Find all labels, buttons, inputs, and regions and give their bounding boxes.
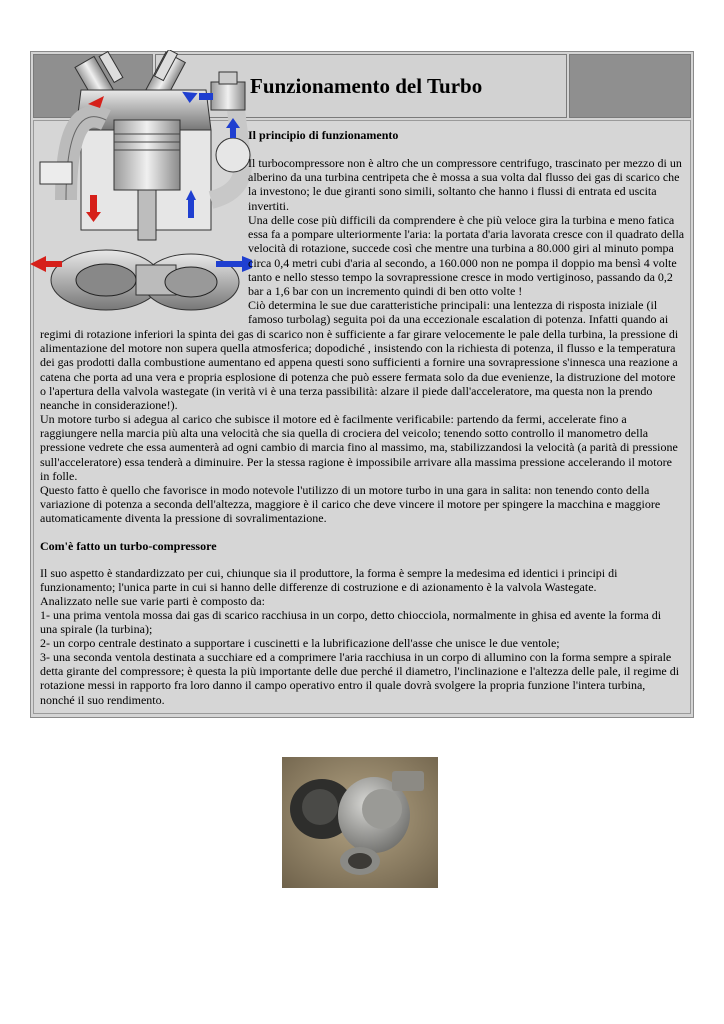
- paragraph-characteristics-rest: regimi di rotazione inferiori la spinta dei gas di scarico non è sufficiente a far girare velocemente le pale della turbina, la pressione di alimentazione del motore non supera quella atmosferica; dopodiché , insistendo con la richiesta di potenza, il flusso e la temperatura dei gas prodotti dalla combustione aumentano ed appena questi sono sufficienti a fornire una sovrapressione s'innesca una reazione a catena che porta ad una vera e propria esplosione di potenza che può essere fermata solo da due evenienze, la distruzione del motore o l'apertura della valvola wastegate (in verità vi è una terza passibilità: alzare il piede dall'acceleratore, ma questa non la prendo neanche in considerazione!).: [40, 327, 679, 413]
- list-item: 1- una prima ventola mossa dai gas di scarico racchiusa in un corpo, detto chiocciola, normalmente in ghisa ed avente la forma di una spirale (la turbina);: [40, 608, 662, 637]
- section-heading-principle: Il principio di funzionamento: [248, 128, 399, 142]
- list-item: 3- una seconda ventola destinata a succhiare ed a comprimere l'aria racchiusa in un corpo di allumino con la forma sempre a spirale detta girante del compressore; è questa la più importante delle due perché il diametro, l'inclinazione e l'altezza delle pale, il regime di rotazione messi in rapporto fra loro danno il campo operativo entro il quale dovrà svolgere la propria funzione l'intera turbina, nonché il suo rendimento.: [40, 650, 680, 707]
- paragraph-load: Un motore turbo si adegua al carico che subisce il motore ed è facilmente verificabile: partendo da fermi, accelerate fino a raggiungere nella marcia più alta una velocità che sia quella di crociera del veicolo; tenendo sotto controllo il manometro della pressione vedrete che essa aumenterà ad ogni cambio di marcia fino al massimo, ma, stabilizzandosi la velocità (a parità di pressione sull'acceleratore) essa tenderà a diminuire. Per la stessa ragione è impossibile arrivare alla massima pressione accelerando il motore in folle.: [40, 412, 678, 483]
- paragraph-parts-intro: Analizzato nelle sue varie parti è composto da:: [40, 594, 265, 608]
- paragraph-airflow: Una delle cose più difficili da comprendere è che più veloce gira la turbina e meno fatica essa fa a pompare ulteriormente l'aria: la portata d'aria lavorata cresce con il quadrato della velocità di rotazione, succede così che mentre una turbina a 80.000 giri al minuto pompa circa 0,4 metri cubi d'aria al secondo, a 160.000 non ne pompa il doppio ma bensì 4 volte tanto e nello stesso tempo la sovrapressione cresce in modo vertiginoso, passando da 0,2 bar a 1,6 bar con un incremento quindi di ben otto volte !: [248, 213, 685, 299]
- section-heading-construction: Com'è fatto un turbo-compressore: [40, 539, 217, 553]
- engine-turbo-diagram: [26, 50, 252, 325]
- page-title: Funzionamento del Turbo: [250, 74, 483, 98]
- header-right-cell: [569, 54, 691, 118]
- paragraph-intro: Il turbocompressore non è altro che un compressore centrifugo, trascinato per mezzo di un alberino da una turbina centripeta che è mossa a sua volta dal flusso dei gas di scarico che la investono; le due giranti sono simili, soltanto che hanno i flussi di entrata ed uscita invertiti.: [248, 156, 682, 213]
- list-item: 2- un corpo centrale destinato a supportare i cuscinetti e la lubrificazione dell'asse che unisce le due ventole;: [40, 636, 560, 650]
- paragraph-hillclimb: Questo fatto è quello che favorisce in modo notevole l'utilizzo di un motore turbo in una gara in salita: non tenendo conto della variazione di potenza a seconda dell'altezza, maggiore è il carico che deve vincere il motore per spingere la macchina e maggiore automaticamente diventa la pressione di sovralimentazione.: [40, 483, 661, 526]
- turbocharger-photo: [282, 757, 438, 888]
- paragraph-standard: Il suo aspetto è standardizzato per cui, chiunque sia il produttore, la forma è sempre la medesima ed identici i principi di funzionamento; l'unica parte in cui si hanno delle differenze di costruzione e di azionamento è la valvola Wastegate.: [40, 566, 618, 595]
- paragraph-characteristics-top: Ciò determina le sue due caratteristiche principali: una lentezza di risposta iniziale (il famoso turbolag) seguita poi da una eccezionale escalation di potenza. Infatti quando ai: [248, 298, 669, 327]
